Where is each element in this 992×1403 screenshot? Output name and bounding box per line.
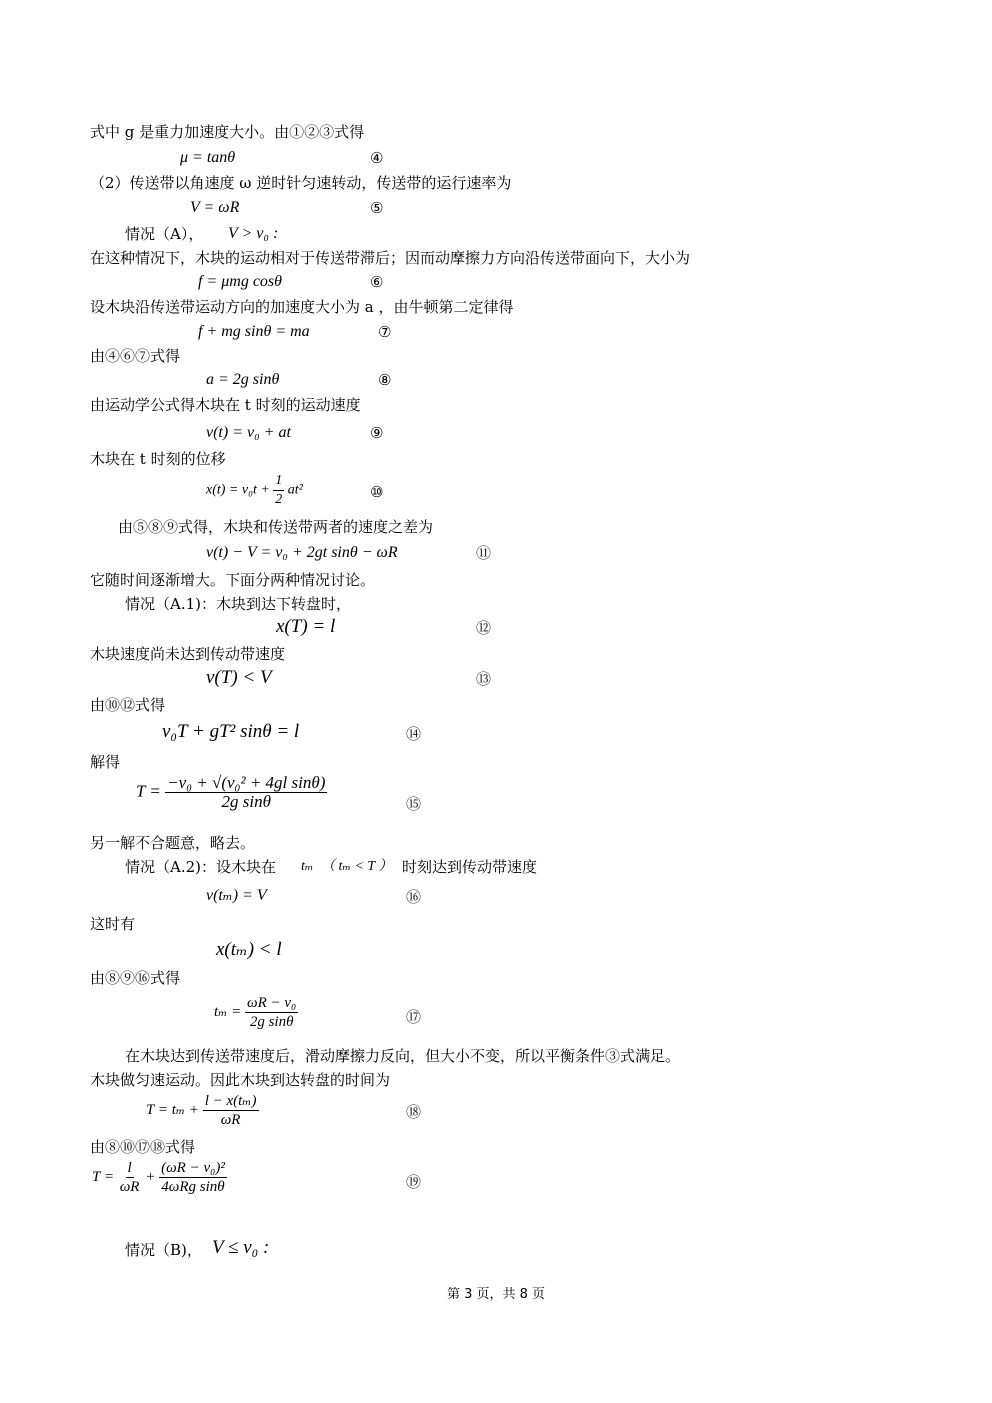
denominator: ωR [220,1112,241,1128]
equation-10 [206,472,303,509]
equation-number: ⑱ [406,1103,422,1121]
text-line: 时刻达到传动带速度 [402,858,538,876]
eq-part: T = [92,1168,114,1185]
equation-case-a: V > v₀ : [228,225,279,242]
numerator: (ωR − v₀)² [161,1160,225,1176]
numerator: ωR − v₀ [247,995,297,1011]
text-line: 由⑤⑧⑨式得，木块和传送带两者的速度之差为 [118,518,434,536]
equation-number: ⑥ [370,273,384,291]
equation-case-b: V ≤ v₀ : [212,1237,270,1258]
equation-6: f = μmg cosθ [198,273,283,290]
text-line: （2）传送带以角速度 ω 逆时针匀速转动，传送带的运行速率为 [90,174,512,192]
text-line: 情况（B)， [125,1241,202,1259]
equation-number: ⑬ [476,670,492,688]
equation-tm: tₘ [301,859,314,874]
equation-x-tm: x(tₘ) < l [216,939,282,960]
equation-number: ⑭ [406,725,422,743]
equation-4: μ = tanθ [180,149,236,166]
text-line: 木块在 t 时刻的位移 [90,450,226,468]
fraction [118,1159,142,1196]
numerator: −v₀ + √(v₀² + 4gl sinθ) [167,773,326,792]
equation-19 [92,1159,227,1196]
text-line: 式中 g 是重力加速度大小。由①②③式得 [90,123,365,141]
equation-number: ⑩ [370,483,384,501]
text-line: 木块做匀速运动。因此木块到达转盘的时间为 [90,1071,391,1089]
equation-number: ⑲ [406,1173,422,1191]
text-line: 情况（A.2)：设木块在 [125,858,276,876]
text-line: 由运动学公式得木块在 t 时刻的运动速度 [90,396,361,414]
text-line: 由⑧⑨⑯式得 [90,969,181,987]
equation-number: ⑪ [476,544,492,562]
text-line: 设木块沿传送带运动方向的加速度大小为 a ，由牛顿第二定律得 [90,298,514,316]
text-line: 木块速度尚未达到传动带速度 [90,645,286,663]
equation-18 [146,1092,259,1129]
equation-number: ⑤ [370,199,384,217]
equation-9: v(t) = v₀ + at [206,424,291,441]
numerator: l [127,1160,132,1176]
text-line: 在木块达到传送带速度后，滑动摩擦力反向，但大小不变，所以平衡条件③式满足。 [125,1047,681,1065]
equation-number: ④ [370,149,384,167]
page-footer: 第 3 页，共 8 页 [446,1287,546,1302]
equation-number: ⑯ [406,888,422,906]
numerator: 1 [273,472,284,491]
equation-5: V = ωR [190,199,240,216]
fraction [273,472,284,509]
equation-number: ⑦ [378,323,392,341]
equation-number: ⑧ [378,371,392,389]
equation-14: v₀T + gT² sinθ = l [162,721,300,742]
text-line: 在这种情况下，木块的运动相对于传送带滞后；因而动摩擦力方向沿传送带面向下，大小为 [90,249,691,267]
eq-part: T = tₘ + [146,1101,199,1118]
denominator: 4ωRg sinθ [161,1179,225,1195]
text-line: 由⑩⑫式得 [90,696,166,714]
text-line: 这时有 [90,915,136,933]
equation-17 [214,994,298,1031]
text-line: 它随时间逐渐增大。下面分两种情况讨论。 [90,571,376,589]
denominator: 2g sinθ [249,1014,294,1030]
equation-11: v(t) − V = v₀ + 2gt sinθ − ωR [206,544,398,561]
equation-number: ⑰ [406,1008,422,1026]
text-line: 情况（A）， [125,225,204,243]
equation-7: f + mg sinθ = ma [198,323,310,340]
text-line: 由⑧⑩⑰⑱式得 [90,1138,196,1156]
denominator: 2 [275,492,283,507]
equation-tm-lt-T: （ tₘ < T ） [321,859,393,874]
text-line: 由④⑥⑦式得 [90,347,181,365]
equation-15 [136,774,327,811]
eq-part: at² [287,482,303,498]
equation-number: ⑨ [370,424,384,442]
equation-number: ⑮ [406,795,422,813]
eq-part: T = [136,781,161,801]
equation-8: a = 2g sinθ [206,371,280,388]
denominator: ωR [119,1179,140,1195]
text-line: 另一解不合题意，略去。 [90,834,256,852]
equation-12: x(T) = l [276,616,336,637]
numerator: l − x(tₘ) [204,1093,257,1109]
fraction [245,994,298,1031]
fraction [165,774,327,811]
fraction [159,1159,227,1196]
eq-part: + [145,1168,156,1185]
text-line: 解得 [90,753,121,771]
equation-13: v(T) < V [206,667,272,688]
equation-number: ⑫ [476,619,492,637]
text-line: 情况（A.1)：木块到达下转盘时， [125,595,351,613]
eq-part: x(t) = v₀t + [206,482,270,498]
equation-16: v(tₘ) = V [206,887,267,904]
denominator: 2g sinθ [221,792,271,811]
fraction [203,1092,259,1129]
eq-part: tₘ = [214,1003,242,1020]
